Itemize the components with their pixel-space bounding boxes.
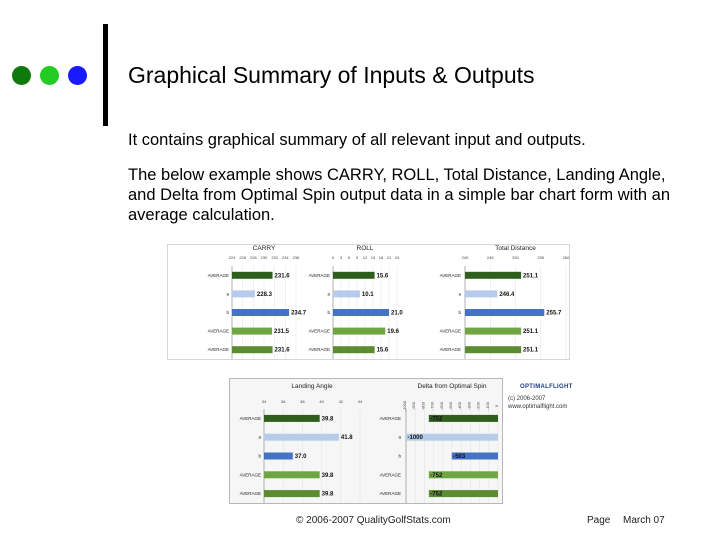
delta-from-optimal-spin-data-label: -752: [430, 416, 443, 423]
delta-from-optimal-spin-x-tick: -400: [457, 401, 463, 411]
total-distance-bar: [465, 272, 521, 279]
delta-from-optimal-spin-data-label: -752: [430, 491, 443, 498]
total-distance-bar: [465, 309, 544, 316]
roll-category-label: AVERAGE: [308, 347, 330, 353]
delta-from-optimal-spin-category-label: AVERAGE: [379, 415, 401, 421]
logo-website: www.optimalflight.com: [508, 404, 568, 410]
total-distance-x-tick: 255: [537, 255, 545, 260]
logo-name: OPTIMALFLIGHT: [520, 384, 573, 390]
roll-title: ROLL: [356, 245, 374, 252]
bullet-dot-light-green: [40, 66, 59, 85]
top-charts-panel: [167, 244, 570, 360]
bullet-dot-blue: [68, 66, 87, 85]
delta-from-optimal-spin-x-tick: -100: [484, 401, 490, 411]
landing-angle-x-tick: 34: [261, 399, 267, 404]
total-distance-chart: [440, 245, 571, 359]
landing-angle-bar: [264, 471, 320, 478]
roll-bar: [333, 309, 389, 316]
carry-bar: [232, 272, 273, 279]
carry-data-label: 231.6: [274, 273, 290, 280]
total-distance-bar: [465, 328, 521, 335]
carry-x-tick: 230: [260, 255, 268, 260]
landing-angle-title: Landing Angle: [291, 383, 333, 390]
landing-angle-x-tick: 42: [338, 399, 344, 404]
delta-from-optimal-spin-x-tick: -200: [475, 401, 481, 411]
title-divider-bar: [103, 24, 108, 126]
landing-angle-data-label: 37.0: [294, 454, 307, 460]
total-distance-category-label: AVERAGE: [439, 272, 461, 278]
example-paragraph: The below example shows CARRY, ROLL, Total Distance, Landing Angle, and Delta from Optimal Spin output data in a simple bar chart form with an average calculation.: [128, 166, 671, 224]
carry-category-label: AVERAGE: [207, 347, 229, 353]
delta-from-optimal-spin-category-label: AVERAGE: [379, 491, 401, 497]
roll-chart: [309, 245, 404, 359]
carry-x-tick: 232: [271, 255, 279, 260]
carry-data-label: 231.6: [274, 347, 290, 354]
landing-angle-data-label: 39.8: [321, 472, 334, 479]
carry-x-tick: 234: [281, 255, 289, 260]
landing-angle-bar: [264, 415, 320, 422]
total-distance-bar: [465, 346, 521, 353]
roll-bar: [333, 272, 375, 279]
carry-data-label: 231.5: [274, 329, 290, 336]
roll-x-tick: 12: [362, 255, 368, 260]
landing-angle-data-label: 39.8: [321, 416, 334, 423]
optimalflight-logo: [508, 384, 588, 412]
delta-from-optimal-spin-category-label: b: [398, 453, 401, 459]
delta-from-optimal-spin-x-tick: -700: [429, 401, 435, 411]
roll-x-tick: 6: [347, 255, 351, 260]
total-distance-data-label: 255.7: [546, 310, 562, 317]
total-distance-category-label: a: [458, 291, 461, 297]
roll-data-label: 21.0: [391, 310, 403, 317]
delta-from-optimal-spin-x-tick: 0: [494, 404, 499, 408]
roll-bar: [333, 346, 375, 353]
delta-from-optimal-spin-category-label: a: [398, 434, 401, 440]
total-distance-data-label: 246.4: [499, 291, 515, 298]
bullet-dot-dark-green: [12, 66, 31, 85]
landing-angle-x-tick: 40: [319, 399, 324, 404]
delta-from-optimal-spin-data-label: -503: [453, 454, 466, 460]
delta-from-optimal-spin-x-tick: -600: [438, 401, 444, 411]
footer-page: Page: [587, 515, 611, 526]
carry-category-label: AVERAGE: [207, 328, 229, 334]
carry-chart: [208, 245, 307, 359]
carry-x-tick: 236: [292, 255, 300, 260]
roll-bar: [333, 328, 385, 335]
roll-x-tick: 24: [394, 255, 400, 260]
roll-x-tick: 9: [355, 255, 359, 260]
roll-x-tick: 21: [386, 255, 392, 260]
total-distance-bar: [465, 290, 497, 297]
intro-paragraph: It contains graphical summary of all relevant input and outputs.: [128, 131, 586, 149]
landing-angle-bar: [264, 490, 320, 497]
total-distance-x-tick: 250: [512, 255, 519, 260]
roll-x-tick: 18: [378, 255, 384, 260]
carry-title: CARRY: [252, 245, 276, 252]
total-distance-category-label: b: [458, 310, 461, 315]
landing-angle-category-label: AVERAGE: [239, 472, 261, 478]
slide-title: Graphical Summary of Inputs & Outputs: [128, 62, 535, 88]
total-distance-category-label: AVERAGE: [439, 347, 461, 353]
delta-from-optimal-spin-x-tick: -300: [466, 401, 472, 411]
landing-angle-x-tick: 38: [300, 399, 305, 404]
landing-angle-chart: [240, 383, 363, 503]
roll-data-label: 10.1: [361, 291, 374, 298]
carry-bar: [232, 309, 289, 316]
roll-category-label: b: [327, 310, 330, 315]
landing-angle-data-label: 39.8: [321, 491, 334, 498]
carry-bar: [232, 290, 255, 297]
delta-from-optimal-spin-x-tick: -500: [448, 401, 453, 411]
delta-from-optimal-spin-data-label: -752: [430, 472, 443, 479]
roll-data-label: 19.6: [387, 329, 399, 336]
total-distance-category-label: AVERAGE: [439, 328, 461, 334]
landing-angle-x-tick: 44: [357, 399, 363, 404]
delta-from-optimal-spin-x-tick: -800: [420, 401, 426, 411]
carry-x-tick: 224: [228, 255, 236, 260]
carry-x-tick: 226: [239, 255, 247, 260]
total-distance-title: Total Distance: [495, 245, 536, 252]
roll-data-label: 15.6: [376, 273, 389, 280]
roll-category-label: a: [327, 291, 330, 297]
top-charts-svg: [168, 245, 571, 361]
footer-copyright: © 2006-2007 QualityGolfStats.com: [296, 515, 451, 526]
landing-angle-data-label: 41.8: [340, 435, 353, 442]
roll-category-label: AVERAGE: [308, 328, 330, 334]
delta-from-optimal-spin-x-tick: -900: [411, 401, 417, 411]
logo-copyright: (c) 2006-2007: [508, 396, 546, 402]
landing-angle-category-label: AVERAGE: [239, 491, 261, 497]
carry-category-label: AVERAGE: [207, 272, 229, 278]
bottom-charts-svg: [230, 379, 504, 505]
carry-x-tick: 228: [249, 255, 257, 260]
landing-angle-category-label: a: [258, 434, 261, 440]
total-distance-x-tick: 260: [562, 255, 570, 260]
carry-category-label: a: [226, 291, 229, 297]
total-distance-x-tick: 240: [461, 255, 469, 260]
total-distance-data-label: 251.1: [523, 273, 539, 280]
roll-x-tick: 15: [370, 255, 376, 260]
carry-bar: [232, 328, 272, 335]
carry-data-label: 228.3: [256, 291, 272, 298]
delta-from-optimal-spin-x-tick: -1000: [402, 400, 407, 412]
roll-x-tick: 0: [331, 255, 335, 260]
delta-from-optimal-spin-data-label: -1000: [407, 435, 423, 442]
carry-bar: [232, 346, 273, 353]
total-distance-x-tick: 245: [486, 255, 494, 260]
bottom-charts-panel: [229, 378, 503, 504]
delta-from-optimal-spin-title: Delta from Optimal Spin: [417, 383, 487, 390]
total-distance-data-label: 251.1: [523, 347, 539, 354]
roll-data-label: 15.6: [376, 347, 389, 354]
carry-category-label: b: [226, 310, 229, 315]
carry-data-label: 234.7: [291, 310, 307, 317]
bullet-dots: [12, 66, 87, 85]
footer-date: March 07: [623, 515, 665, 526]
delta-from-optimal-spin-category-label: AVERAGE: [379, 472, 401, 478]
total-distance-data-label: 251.1: [523, 329, 539, 336]
roll-x-tick: 3: [339, 255, 343, 260]
delta-from-optimal-spin-chart: [380, 383, 499, 503]
roll-bar: [333, 290, 360, 297]
landing-angle-bar: [264, 453, 293, 460]
landing-angle-category-label: AVERAGE: [239, 415, 261, 421]
landing-angle-x-tick: 36: [280, 399, 286, 404]
roll-category-label: AVERAGE: [308, 272, 330, 278]
landing-angle-category-label: b: [258, 453, 261, 459]
landing-angle-bar: [264, 434, 339, 441]
